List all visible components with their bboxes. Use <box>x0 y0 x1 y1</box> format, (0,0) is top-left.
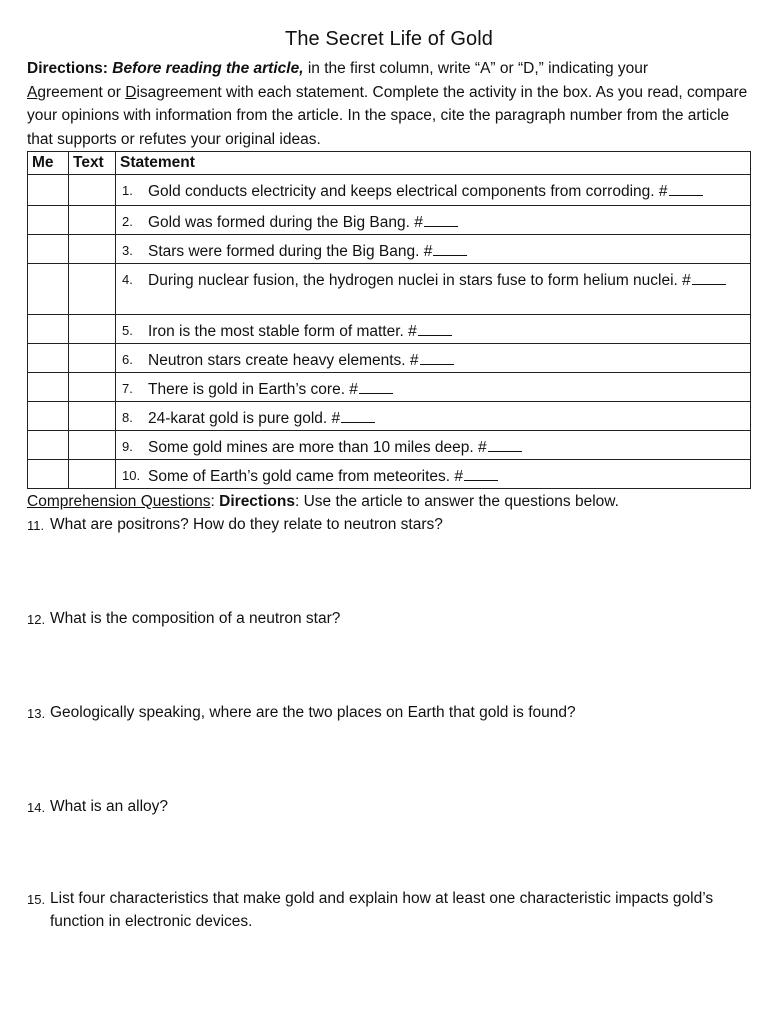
statement-text: During nuclear fusion, the hydrogen nuclei in stars fuse to form helium nuclei. # <box>148 272 691 289</box>
question-text: What are positrons? How do they relate to neutron stars? <box>50 516 443 533</box>
table-row <box>28 460 751 489</box>
question-text: Geologically speaking, where are the two places on Earth that gold is found? <box>50 704 576 721</box>
table-row <box>28 264 751 315</box>
worksheet-page <box>27 28 751 513</box>
me-cell[interactable] <box>28 402 69 431</box>
statement-cell <box>116 373 751 402</box>
me-cell[interactable] <box>28 344 69 373</box>
question-text: List four characteristics that make gold and explain how at least one characteristic impacts gold’s function in electronic devices. <box>50 890 714 930</box>
statement-number: 2. <box>122 214 133 229</box>
comprehension-directions-text: : Use the article to answer the questions below. <box>294 493 619 510</box>
question-item <box>27 607 751 631</box>
statement-cell <box>116 402 751 431</box>
paragraph-blank[interactable] <box>341 407 375 423</box>
comprehension-colon: : <box>210 493 215 510</box>
text-cell[interactable] <box>69 315 116 344</box>
agree-initial: A <box>27 83 38 101</box>
directions-rest: isagreement with each statement. Complete the activity in the box. As you read, compare your opinions with information from the article. In the space, cite the paragraph number from the article that supports or refutes your original ideas. <box>27 83 748 148</box>
question-item <box>27 701 751 725</box>
statement-cell <box>116 175 751 206</box>
statement-cell <box>116 235 751 264</box>
question-number: 11. <box>27 518 45 533</box>
me-cell[interactable] <box>28 264 69 315</box>
paragraph-blank[interactable] <box>433 240 467 256</box>
statement-number: 5. <box>122 323 133 338</box>
header-text: Text <box>69 152 116 175</box>
text-cell[interactable] <box>69 206 116 235</box>
me-cell[interactable] <box>28 373 69 402</box>
statement-text: 24-karat gold is pure gold. # <box>148 410 341 427</box>
statement-cell <box>116 264 751 315</box>
me-cell[interactable] <box>28 315 69 344</box>
text-cell[interactable] <box>69 175 116 206</box>
statement-text: Gold conducts electricity and keeps electrical components from corroding. # <box>148 183 668 200</box>
statement-number: 7. <box>122 381 133 396</box>
paragraph-blank[interactable] <box>418 320 452 336</box>
statement-text: There is gold in Earth’s core. # <box>148 381 358 398</box>
table-row <box>28 402 751 431</box>
question-item <box>27 887 751 933</box>
text-cell[interactable] <box>69 344 116 373</box>
table-row <box>28 344 751 373</box>
table-row <box>28 235 751 264</box>
question-number: 14. <box>27 800 46 815</box>
table-row <box>28 206 751 235</box>
comprehension-directions-label: Directions <box>219 493 295 510</box>
table-row <box>28 373 751 402</box>
statement-text: Stars were formed during the Big Bang. # <box>148 243 433 260</box>
paragraph-blank[interactable] <box>669 180 703 196</box>
directions-part1: in the first column, write “A” or “D,” indicating your <box>303 60 649 77</box>
text-cell[interactable] <box>69 235 116 264</box>
paragraph-blank[interactable] <box>420 349 454 365</box>
me-cell[interactable] <box>28 175 69 206</box>
directions-paragraph <box>27 57 751 151</box>
statement-number: 1. <box>122 183 133 198</box>
directions-emphasis: Before reading the article, <box>112 60 304 77</box>
statement-cell <box>116 431 751 460</box>
statement-number: 4. <box>122 272 133 287</box>
table-row <box>28 431 751 460</box>
statement-number: 9. <box>122 439 133 454</box>
statement-text: Some gold mines are more than 10 miles deep. # <box>148 439 487 456</box>
me-cell[interactable] <box>28 206 69 235</box>
question-number: 15. <box>27 892 46 907</box>
statement-cell <box>116 460 751 489</box>
paragraph-blank[interactable] <box>424 211 458 227</box>
agree-rest: greement or <box>37 83 126 101</box>
statement-cell <box>116 344 751 373</box>
header-statement: Statement <box>116 152 751 175</box>
statement-number: 8. <box>122 410 133 425</box>
paragraph-blank[interactable] <box>488 436 522 452</box>
question-text: What is the composition of a neutron star? <box>50 610 341 627</box>
statement-number: 3. <box>122 243 133 258</box>
comprehension-heading <box>27 491 751 513</box>
anticipation-guide-table <box>27 151 751 489</box>
directions-label: Directions: <box>27 60 108 77</box>
question-number: 13. <box>27 706 46 721</box>
table-row <box>28 175 751 206</box>
question-item <box>27 795 751 819</box>
text-cell[interactable] <box>69 373 116 402</box>
text-cell[interactable] <box>69 402 116 431</box>
me-cell[interactable] <box>28 235 69 264</box>
comprehension-title: Comprehension Questions <box>27 493 211 510</box>
me-cell[interactable] <box>28 431 69 460</box>
statement-number: 6. <box>122 352 133 367</box>
statement-text: Some of Earth’s gold came from meteorites. # <box>148 468 464 485</box>
table-row <box>28 315 751 344</box>
paragraph-blank[interactable] <box>692 269 726 285</box>
statement-text: Iron is the most stable form of matter. # <box>148 323 417 340</box>
question-item <box>27 513 751 537</box>
paragraph-blank[interactable] <box>359 378 393 394</box>
text-cell[interactable] <box>69 431 116 460</box>
statement-text: Neutron stars create heavy elements. # <box>148 352 419 369</box>
header-me: Me <box>28 152 69 175</box>
statement-cell <box>116 315 751 344</box>
question-number: 12. <box>27 612 46 627</box>
page-title: The Secret Life of Gold <box>285 28 493 50</box>
statement-text: Gold was formed during the Big Bang. # <box>148 214 423 231</box>
me-cell[interactable] <box>28 460 69 489</box>
question-text: What is an alloy? <box>50 798 169 815</box>
statement-number: 10. <box>122 468 141 483</box>
text-cell[interactable] <box>69 264 116 315</box>
disagree-initial: D <box>125 83 137 101</box>
text-cell[interactable] <box>69 460 116 489</box>
statement-cell <box>116 206 751 235</box>
paragraph-blank[interactable] <box>464 465 498 481</box>
